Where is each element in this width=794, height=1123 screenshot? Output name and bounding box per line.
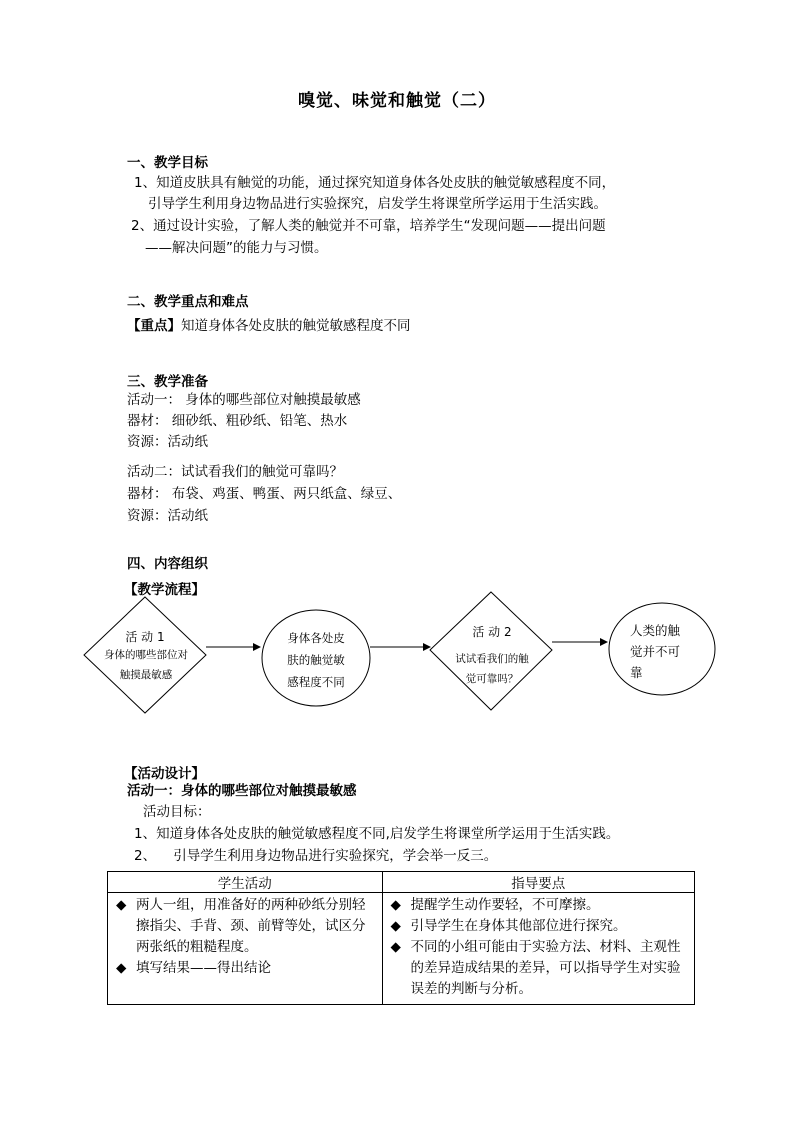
goal-line-3: 2、通过设计实验，了解人类的触觉并不可靠，培养学生“发现问题——提出问题 (131, 218, 606, 234)
design-activity-text: 活动一：身体的哪些部位对触摸最敏感 (127, 783, 357, 799)
node1-title: 活 动 1 (125, 630, 165, 644)
design-goal-label: 活动目标： (143, 804, 211, 820)
bullet-icon: ◆ (390, 918, 401, 934)
student-item-2: 填写结果——得出结论 (136, 960, 271, 976)
list-item (391, 916, 690, 937)
bullet-icon: ◆ (390, 897, 401, 913)
bullet-icon: ◆ (390, 939, 401, 955)
node4-line1: 人类的触 (630, 623, 681, 638)
section-heading-preparation: 三、教学准备 (127, 374, 208, 390)
design-activity (127, 781, 357, 801)
node3-line2: 觉可靠吗？ (465, 673, 519, 685)
guide-item-1: 提醒学生动作要轻，不可摩擦。 (410, 897, 600, 913)
node1-line1: 身体的哪些部位对 (104, 649, 188, 661)
design-goal-2: 2、 引导学生利用身边物品进行实验探究，学会举一反三。 (134, 848, 498, 864)
design-goal-1: 1、知道身体各处皮肤的触觉敏感程度不同,启发学生将课堂所学运用于生活实践。 (134, 826, 620, 842)
goal-line-2: 引导学生利用身边物品进行实验探究，启发学生将课堂所学运用于生活实践。 (148, 196, 607, 212)
student-item-1: 两人一组，用准备好的两种砂纸分别轻擦指尖、手背、颈、前臂等处，试区分两张纸的粗糙程度。 (136, 897, 366, 955)
list-item (116, 958, 378, 979)
guide-item-2: 引导学生在身体其他部位进行探究。 (410, 918, 627, 934)
goal-line-1: 1、知道皮肤具有触觉的功能，通过探究知道身体各处皮肤的触觉敏感程度不同， (134, 175, 616, 191)
node1-line2: 触摸最敏感 (119, 669, 173, 681)
student-activity-cell (108, 893, 383, 1005)
design-label: 【活动设计】 (124, 766, 205, 782)
prep-equipment-2: 器材： 布袋、鸡蛋、鸭蛋、两只纸盒、绿豆、 (127, 486, 402, 502)
node2-line2: 肤的触觉敏 (287, 653, 345, 667)
list-item (391, 895, 690, 916)
node3-title: 活 动 2 (472, 625, 512, 639)
bullet-icon: ◆ (116, 960, 127, 976)
guide-item-3: 不同的小组可能由于实验方法、材料、主观性的差异造成结果的差异，可以指导学生对实验误差的判断与分析。 (410, 939, 681, 997)
flow-node-activity-2 (430, 592, 552, 710)
table-header-row (108, 872, 695, 893)
node4-line3: 靠 (630, 665, 643, 680)
section-heading-key-points: 二、教学重点和难点 (127, 294, 249, 310)
node2-line3: 感程度不同 (287, 675, 345, 689)
prep-equipment-1: 器材： 细砂纸、粗砂纸、铅笔、热水 (127, 413, 348, 429)
prep-activity-1: 活动一： 身体的哪些部位对触摸最敏感 (127, 392, 361, 408)
activity-table (107, 871, 695, 1005)
list-item (116, 895, 378, 958)
node2-line1: 身体各处皮 (287, 631, 345, 645)
node3-line1: 试试看我们的触 (455, 653, 529, 665)
page-title: 嗅觉、味觉和触觉（二） (298, 91, 496, 111)
section-heading-goals: 一、教学目标 (127, 155, 208, 171)
key-point-label: 【重点】 (127, 318, 181, 334)
table-header-student: 学生活动 (108, 872, 383, 893)
goal-line-4: ——解决问题”的能力与习惯。 (145, 240, 328, 256)
list-item (391, 937, 690, 1000)
prep-resource-1: 资源：活动纸 (127, 434, 208, 450)
node4-line2: 觉并不可 (630, 644, 681, 659)
section-heading-content: 四、内容组织 (127, 556, 208, 572)
key-point-text: 知道身体各处皮肤的触觉敏感程度不同 (181, 318, 411, 334)
table-row (108, 893, 695, 1005)
flow-label: 【教学流程】 (124, 582, 205, 598)
prep-activity-2: 活动二：试试看我们的触觉可靠吗？ (127, 464, 343, 480)
guide-points-cell (382, 893, 694, 1005)
bullet-icon: ◆ (116, 897, 127, 913)
prep-resource-2: 资源：活动纸 (127, 508, 208, 524)
table-header-guide: 指导要点 (382, 872, 694, 893)
